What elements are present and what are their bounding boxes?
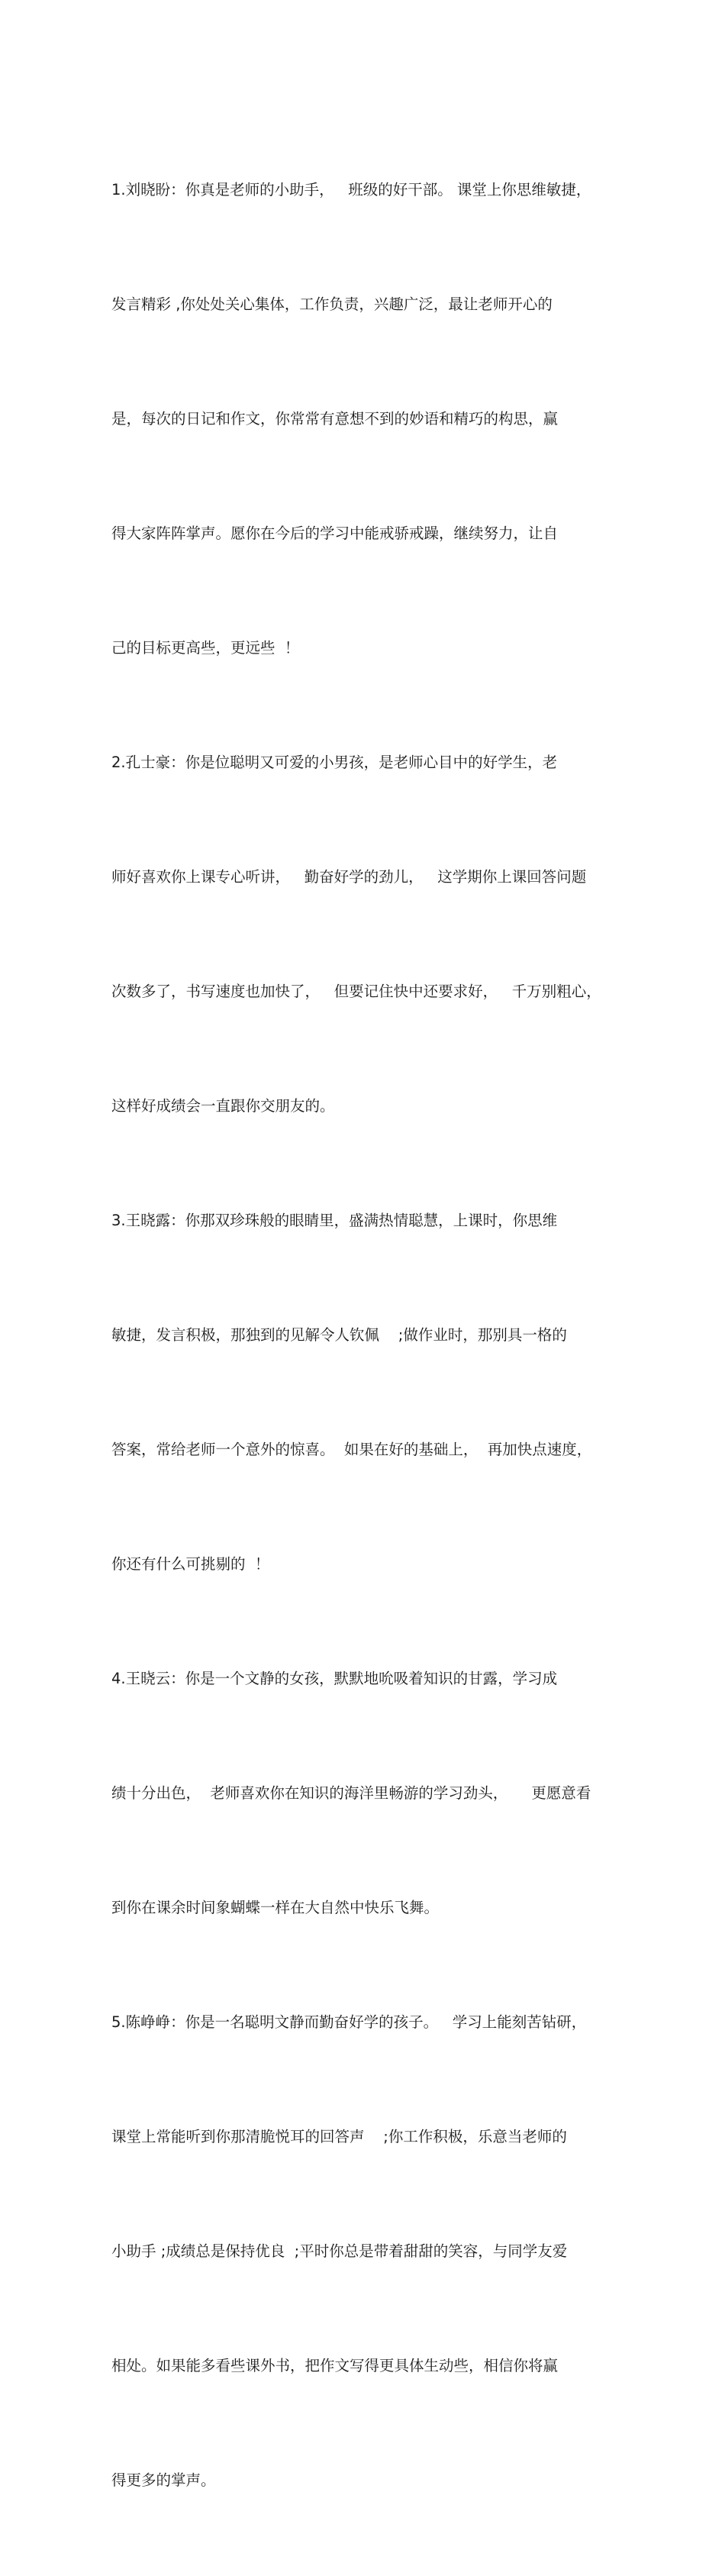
text-line: 1.刘晓盼：你真是老师的小助手， 班级的好干部。 课堂上你思维敏捷， (111, 181, 591, 199)
text-line: 答案，常给老师一个意外的惊喜。 如果在好的基础上， 再加快点速度， (111, 1441, 592, 1458)
text-line: 小助手 ;成绩总是保持优良 ;平时你总是带着甜甜的笑容，与同学友爱 (111, 2242, 568, 2260)
text-line: 到你在课余时间象蝴蝶一样在大自然中快乐飞舞。 (111, 1899, 440, 1916)
text-line: 你还有什么可挑剔的 ！ (111, 1555, 270, 1573)
text-line: 4.王晓云：你是一个文静的女孩，默默地吮吸着知识的甘露，学习成 (111, 1670, 558, 1687)
text-line: 2.孔士豪：你是位聪明又可爱的小男孩，是老师心目中的好学生，老 (111, 754, 558, 771)
text-line: 师好喜欢你上课专心听讲， 勤奋好学的劲儿， 这学期你上课回答问题 (111, 868, 587, 886)
text-line: 绩十分出色， 老师喜欢你在知识的海洋里畅游的学习劲头， 更愿意看 (111, 1784, 591, 1802)
text-line: 3.王晓露：你那双珍珠般的眼睛里，盛满热情聪慧，上课时，你思维 (111, 1212, 558, 1229)
text-line: 相处。如果能多看些课外书，把作文写得更具体生动些，相信你将赢 (111, 2357, 559, 2374)
text-line: 得大家阵阵掌声。愿你在今后的学习中能戒骄戒躁，继续努力，让自 (111, 525, 559, 542)
text-line: 课堂上常能听到你那清脆悦耳的回答声 ;你工作积极，乐意当老师的 (111, 2128, 567, 2145)
text-line: 敏捷，发言积极，那独到的见解令人钦佩 ;做作业时，那别具一格的 (111, 1326, 567, 1344)
teacher-comments-text (111, 95, 630, 2576)
text-line: 次数多了，书写速度也加快了， 但要记住快中还要求好， 千万别粗心， (111, 983, 601, 1000)
text-line: 发言精彩 ,你处处关心集体，工作负责，兴趣广泛，最让老师开心的 (111, 295, 553, 313)
text-line: 这样好成绩会一直跟你交朋友的。 (111, 1097, 335, 1115)
text-line: 得更多的掌声。 (111, 2471, 216, 2489)
text-line: 5.陈峥峥：你是一名聪明文静而勤奋好学的孩子。 学习上能刻苦钻研， (111, 2013, 587, 2031)
text-line: 己的目标更高些，更远些 ！ (111, 639, 300, 657)
text-line: 是，每次的日记和作文，你常常有意想不到的妙语和精巧的构思，赢 (111, 410, 559, 428)
